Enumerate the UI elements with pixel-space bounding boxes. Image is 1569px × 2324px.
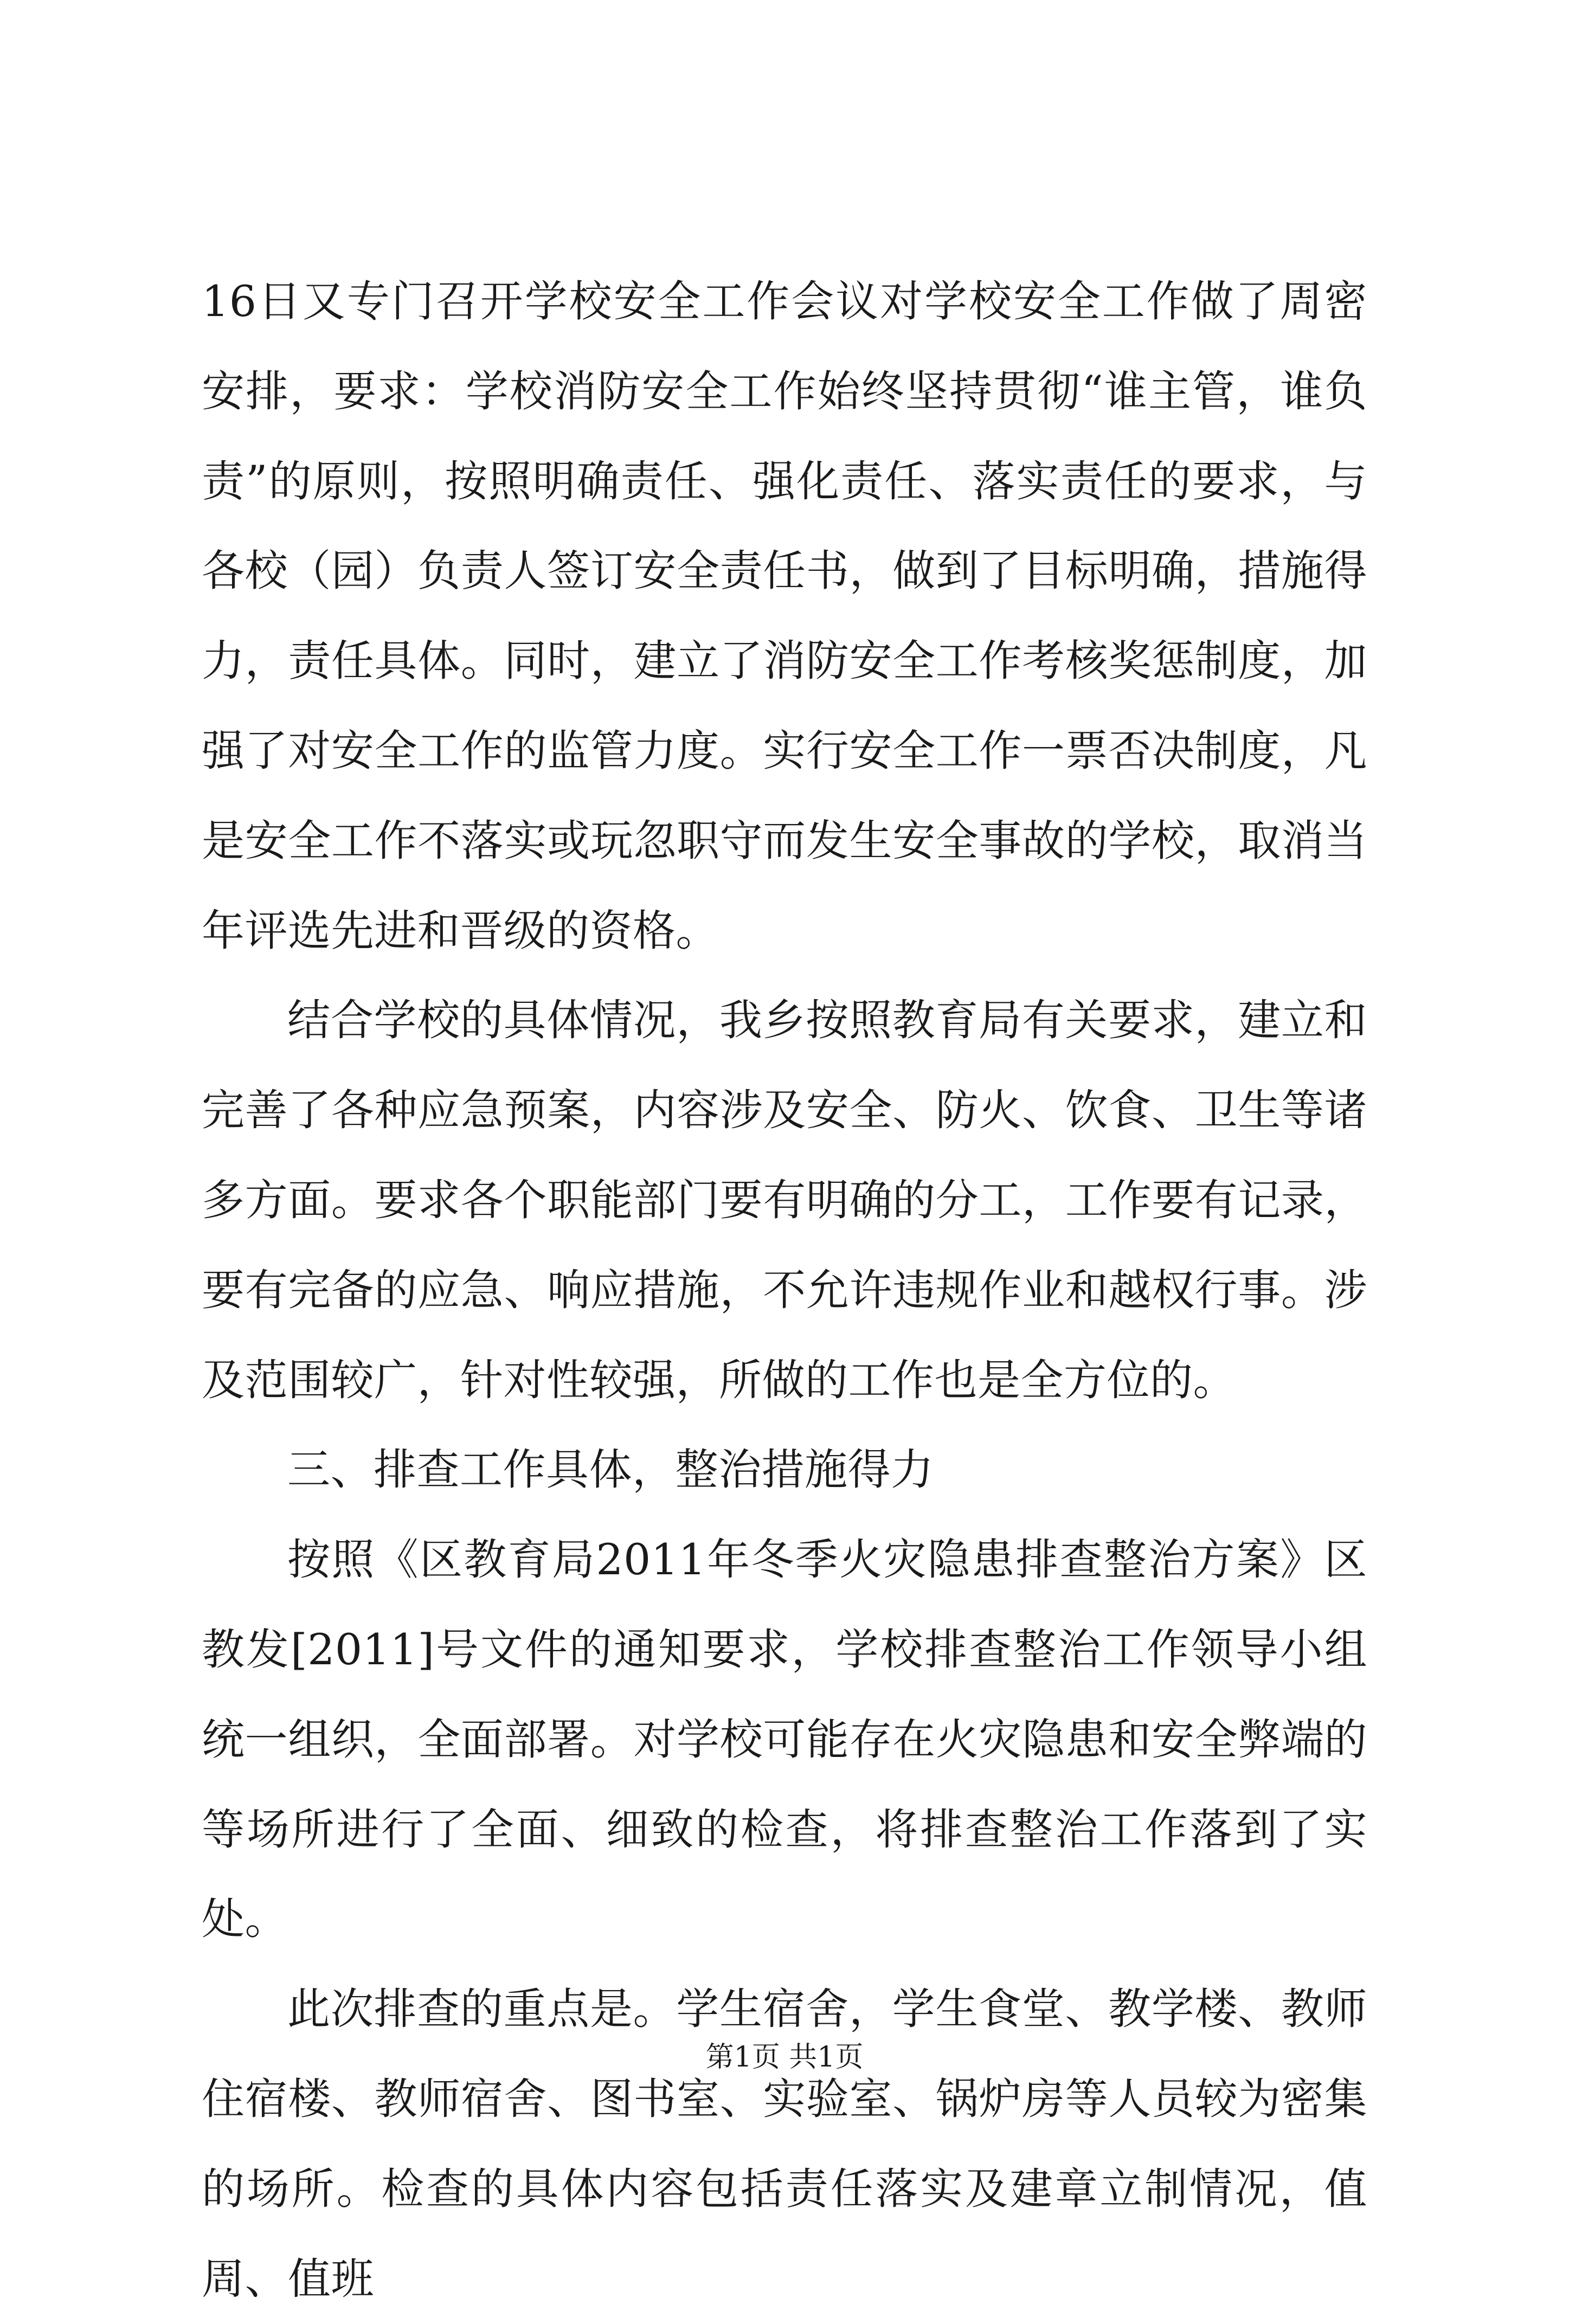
paragraph-inspection-focus: 此次排查的重点是。学生宿舍，学生食堂、教学楼、教师住宿楼、教师宿舍、图书室、实验室、锅炉房等人员较为密集的场所。检查的具体内容包括责任落实及建章立制情况，值周、值班 <box>202 1984 1367 2304</box>
document-body <box>202 257 1367 2324</box>
paragraph-emergency-plans: 结合学校的具体情况，我乡按照教育局有关要求，建立和完善了各种应急预案，内容涉及安全、防火、饮食、卫生等诸多方面。要求各个职能部门要有明确的分工，工作要有记录，要有完备的应急、响应措施，不允许违规作业和越权行事。涉及范围较广，针对性较强，所做的工作也是全方位的。 <box>202 995 1367 1405</box>
section-heading: 三、排查工作具体，整治措施得力 <box>287 1445 934 1495</box>
page-footer: 第1页 共1页 <box>705 2041 864 2074</box>
paragraph-inspection-plan: 按照《区教育局2011年冬季火灾隐患排查整治方案》区教发[2011]号文件的通知要求，学校排查整治工作领导小组统一组织，全面部署。对学校可能存在火灾隐患和安全弊端的等场所进行了全面、细致的检查，将排查整治工作落到了实处。 <box>202 1535 1367 1945</box>
paragraph-continuation: 16日又专门召开学校安全工作会议对学校安全工作做了周密安排，要求：学校消防安全工作始终坚持贯彻“谁主管，谁负责”的原则，按照明确责任、强化责任、落实责任的要求，与各校（园）负责人签订安全责任书，做到了目标明确，措施得力，责任具体。同时，建立了消防安全工作考核奖惩制度，加强了对安全工作的监管力度。实行安全工作一票否决制度，凡是安全工作不落实或玩忽职守而发生安全事故的学校，取消当年评选先进和晋级的资格。 <box>202 276 1367 956</box>
